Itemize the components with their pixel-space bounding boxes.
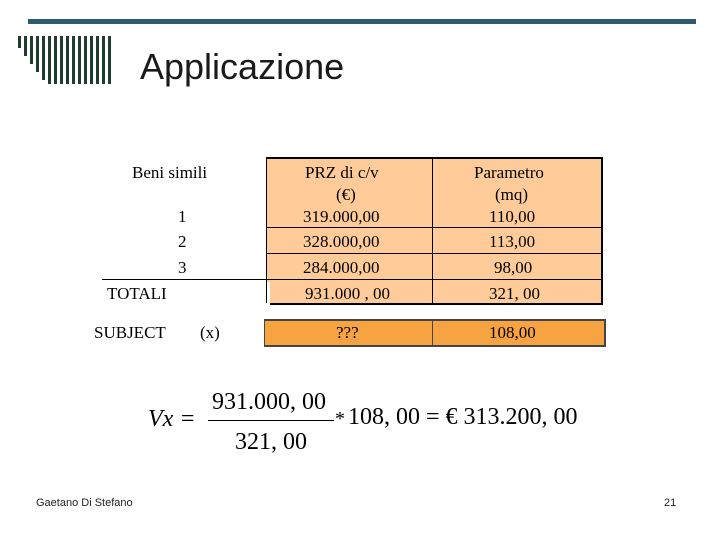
row-3-price: 284.000,00 (303, 258, 380, 277)
row-divider-1 (266, 227, 601, 228)
header-rule (28, 19, 696, 24)
row-3-param: 98,00 (494, 258, 533, 277)
valuation-formula (140, 385, 620, 465)
totals-param: 321, 00 (489, 284, 540, 303)
subject-label: SUBJECT (94, 323, 166, 342)
totals-label: TOTALI (107, 284, 167, 303)
header-parametro-line1: Parametro (474, 163, 544, 182)
totals-price: 931.000 , 00 (305, 284, 390, 303)
formula-numerator: 931.000, 00 (212, 389, 326, 415)
row-2-param: 113,00 (489, 232, 536, 251)
page-number: 21 (664, 497, 677, 509)
subject-divider (432, 321, 433, 345)
subject-row (90, 319, 606, 347)
decorative-bars (18, 36, 118, 84)
header-prz-line2: (€) (336, 185, 356, 204)
subject-price: ??? (336, 323, 359, 342)
header-beni-simili: Beni simili (132, 163, 208, 182)
formula-fraction-line (208, 420, 334, 421)
col-divider-2 (432, 159, 433, 303)
row-2-id: 2 (178, 232, 187, 251)
col-divider-1 (266, 159, 267, 303)
subject-unit: (x) (200, 323, 220, 342)
row-1-id: 1 (178, 207, 187, 226)
row-1-price: 319.000,00 (303, 207, 380, 226)
comparables-table (100, 157, 603, 305)
subject-param: 108,00 (489, 323, 536, 342)
slide-title: Applicazione (140, 46, 345, 87)
row-2-price: 328.000,00 (303, 232, 380, 251)
formula-denominator: 321, 00 (235, 429, 307, 455)
row-1-param: 110,00 (489, 207, 536, 226)
formula-result: 108, 00 = € 313.200, 00 (348, 404, 578, 430)
header-parametro-line2: (mq) (495, 185, 529, 204)
row-3-id: 3 (178, 258, 187, 277)
footer-author: Gaetano Di Stefano (36, 497, 133, 509)
formula-operator: * (335, 408, 345, 430)
header-prz-line1: PRZ di c/v (305, 163, 379, 182)
row-divider-3 (102, 279, 601, 280)
formula-lhs: Vx = (148, 406, 196, 432)
row-divider-2 (266, 253, 601, 254)
